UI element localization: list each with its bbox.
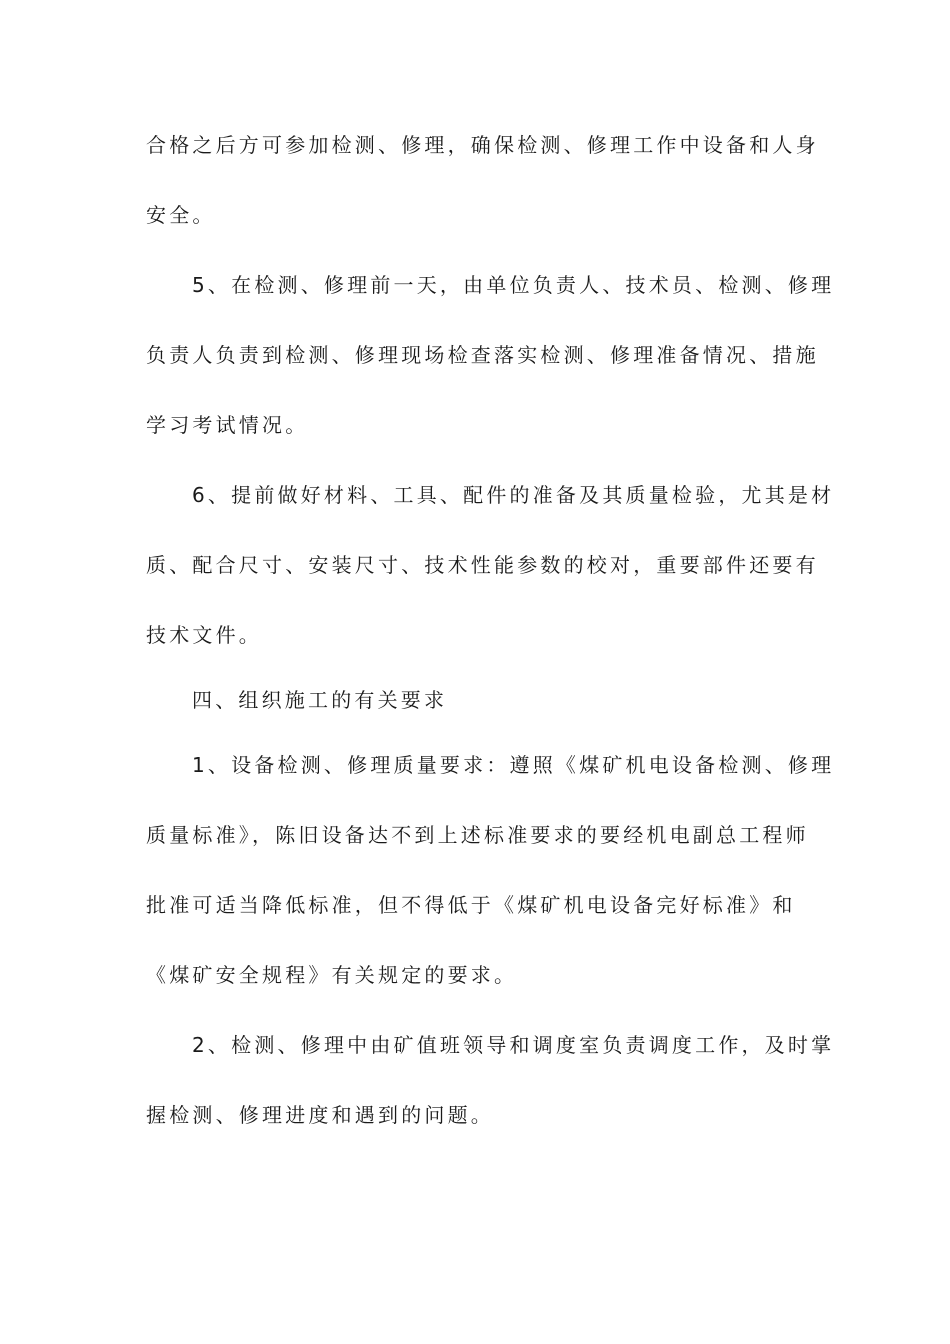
text-line: 5、在检测、修理前一天，由单位负责人、技术员、检测、修理 [192, 273, 835, 297]
section-title: 四、组织施工的有关要求 [192, 688, 448, 712]
paragraph-item-5 [146, 270, 835, 480]
document-body [146, 130, 835, 1170]
text-line: 1、设备检测、修理质量要求：遵照《煤矿机电设备检测、修理 [192, 753, 835, 777]
text-line: 《煤矿安全规程》有关规定的要求。 [146, 963, 518, 987]
text-line: 质量标准》，陈旧设备达不到上述标准要求的要经机电副总工程师 [146, 823, 809, 847]
text-line: 批准可适当降低标准，但不得低于《煤矿机电设备完好标准》和 [146, 893, 796, 917]
paragraph-continued [146, 130, 819, 270]
text-line: 合格之后方可参加检测、修理，确保检测、修理工作中设备和人身 [146, 133, 819, 157]
text-line: 安全。 [146, 203, 216, 227]
text-line: 负责人负责到检测、修理现场检查落实检测、修理准备情况、措施 [146, 343, 819, 367]
paragraph-item-6 [146, 480, 835, 685]
paragraph-requirement-1 [146, 750, 835, 1030]
text-line: 握检测、修理进度和遇到的问题。 [146, 1103, 494, 1127]
text-line: 6、提前做好材料、工具、配件的准备及其质量检验，尤其是材 [192, 483, 835, 507]
text-line: 学习考试情况。 [146, 413, 309, 437]
text-line: 技术文件。 [146, 623, 262, 647]
text-line: 2、检测、修理中由矿值班领导和调度室负责调度工作，及时掌 [192, 1033, 835, 1057]
section-heading [146, 685, 810, 750]
paragraph-requirement-2 [146, 1030, 835, 1170]
text-line: 质、配合尺寸、安装尺寸、技术性能参数的校对，重要部件还要有 [146, 553, 819, 577]
